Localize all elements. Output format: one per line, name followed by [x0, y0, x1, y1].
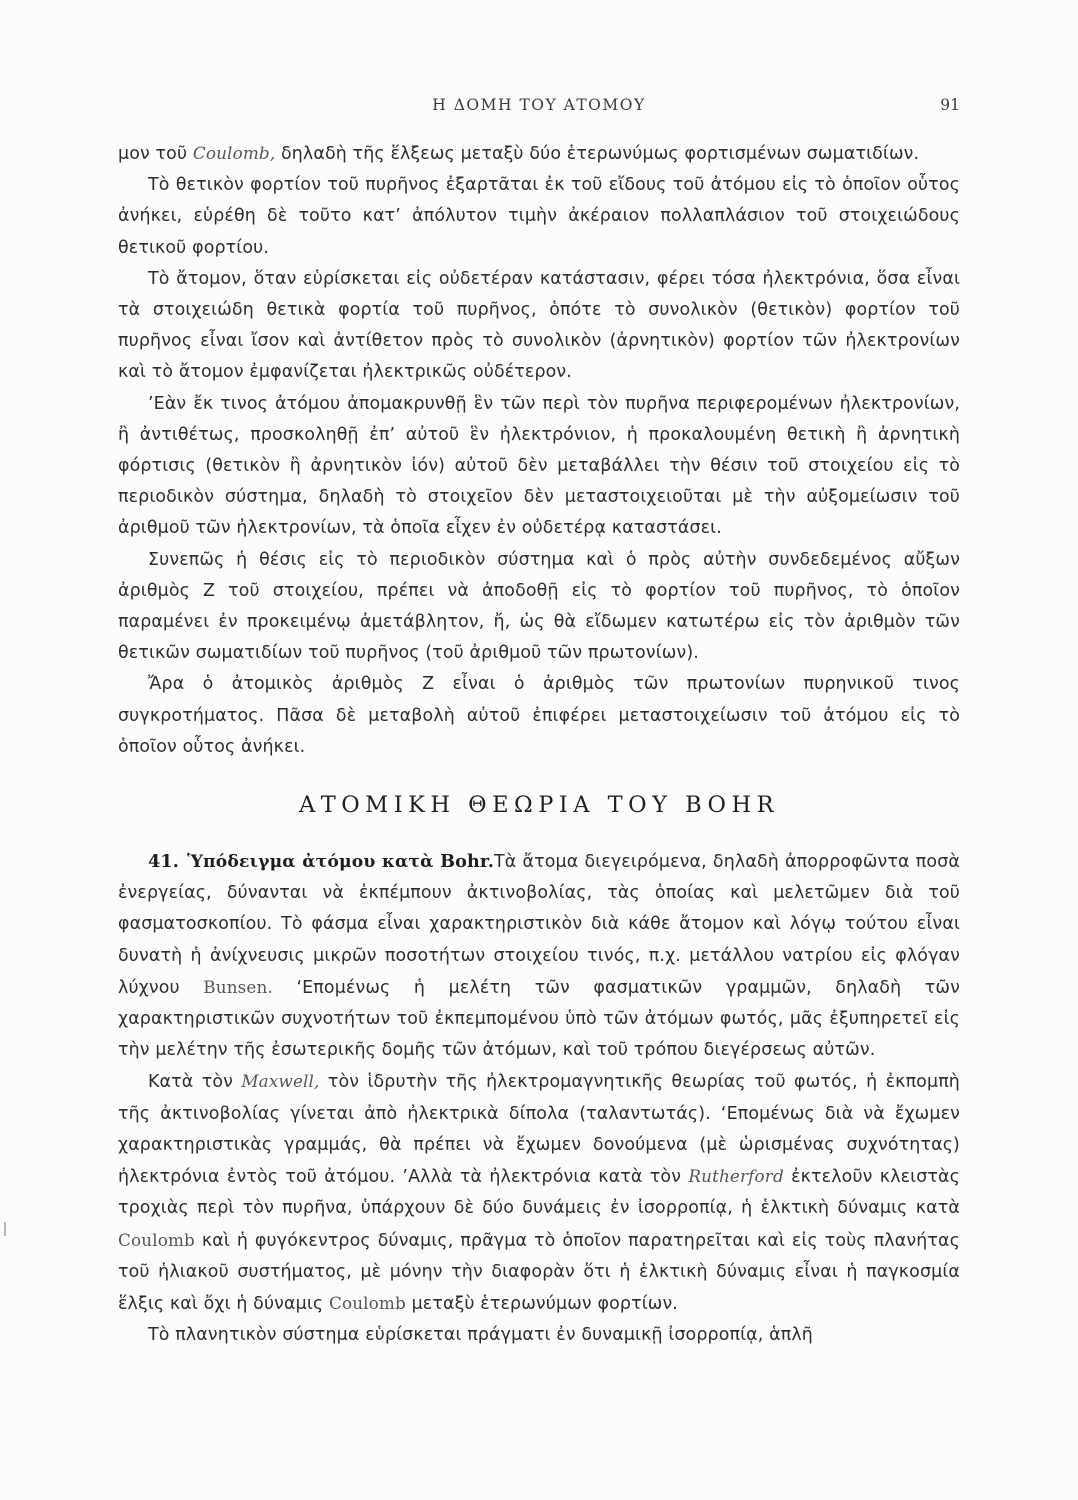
- p7-text-e: ἐκτελοῦν κλειστὰς τροχιὰς περὶ τὸν πυρῆνα, ὑπάρχουν δὲ δύο δυνάμεις ἐν ἰσορροπίᾳ, ἡ ἑλκτικὴ δύναμις κατὰ: [118, 1167, 960, 1219]
- paragraph-7: [118, 1066, 960, 1320]
- paragraph-3: Τὸ ἄτομον, ὅταν εὑρίσκεται εἰς οὐδετέραν κατάστασιν, φέρει τόσα ἠλεκτρόνια, ὅσα εἶναι τὰ στοιχειώδη θετικὰ φορτία τοῦ πυρῆνος, ὁπότε τὸ συνολικὸν (θετικὸν) φορτίον τοῦ πυρῆνος εἶναι ἴσον καὶ ἀντίθετον πρὸς τὸ συνολικὸν (ἀρνητικὸν) φορτίον τῶν ἠλεκτρονίων καὶ τὸ ἄτομον ἐμφανίζεται ἠλεκτρικῶς οὐδέτερον.: [118, 268, 960, 383]
- paragraph-2: Τὸ θετικὸν φορτίον τοῦ πυρῆνος ἐξαρτᾶται ἐκ τοῦ εἴδους τοῦ ἀτόμου εἰς τὸ ὁποῖον οὗτος ἀνήκει, εὑρέθη δὲ τοῦτο κατ’ ἀπόλυτον τιμὴν ἀκέραιον πολλαπλάσιον τοῦ στοιχειώδους θετικοῦ φορτίου.: [118, 175, 960, 258]
- p7-name-coulomb-2: Coulomb: [328, 1292, 406, 1313]
- scan-edge-mark: [4, 1222, 6, 1236]
- p7-name-coulomb-1: Coulomb: [118, 1229, 195, 1250]
- paragraph-4: ’Εὰν ἔκ τινος ἀτόμου ἀπομακρυνθῇ ἓν τῶν περὶ τὸν πυρῆνα περιφερομένων ἠλεκτρονίων, ἢ ἀντιθέτως, προσκοληθῇ ἐπ’ αὐτοῦ ἓν ἠλεκτρόνιον, ἡ προκαλουμένη θετικὴ ἢ ἀρνητικὴ φόρτισις (θετικὸν ἢ ἀρνητικὸν ἰόν) αὐτοῦ δὲν μεταβάλλει τὴν θέσιν τοῦ στοιχείου εἰς τὸ περιοδικὸν σύστημα, δηλαδὴ τὸ στοιχεῖον δὲν μεταστοιχειοῦται μὲ τὴν αὐξομείωσιν τοῦ ἀριθμοῦ τῶν ἠλεκτρονίων, τὰ ὁποῖα εἶχεν ἐν οὐδετέρᾳ καταστάσει.: [118, 393, 960, 539]
- p7-name-maxwell: Maxwell,: [241, 1071, 320, 1092]
- running-head: [118, 96, 960, 122]
- section-41-paragraph: [118, 846, 960, 1066]
- sec41-name-bunsen: Bunsen.: [203, 976, 273, 997]
- page-number: 91: [940, 96, 960, 114]
- sec41-text-2: ‘Επομένως ἡ μελέτη τῶν φασματικῶν γραμμῶν, δηλαδὴ τῶν χαρακτηριστικῶν συχνοτήτων τοῦ ἐκπεμπομένου ὑπὸ τῶν ἀτόμων φωτός, μᾶς ἐξυπηρετεῖ εἰς τὴν μελέτην τῆς ἐσωτερικῆς δομῆς τῶν ἀτόμων, καὶ τοῦ τρόπου διεγέρσεως αὐτῶν.: [118, 977, 960, 1061]
- p1-name-coulomb: Coulomb,: [192, 143, 276, 163]
- p7-text-a: Κατὰ τὸν: [148, 1072, 242, 1093]
- section-number: 41.: [148, 851, 180, 873]
- paragraph-8: Τὸ πλανητικὸν σύστημα εὑρίσκεται πράγματι ἐν δυναμικῇ ἰσορροπίᾳ, ἁπλῆ: [148, 1325, 813, 1346]
- p7-name-rutherford: Rutherford: [688, 1166, 784, 1187]
- running-title: Η ΔΟΜΗ ΤΟΥ ΑΤΟΜΟΥ: [432, 96, 646, 114]
- paragraph-5: Συνεπῶς ἡ θέσις εἰς τὸ περιοδικὸν σύστημα καὶ ὁ πρὸς αὐτὴν συνδεδεμένος αὔξων ἀριθμὸς Ζ τοῦ στοιχείου, πρέπει νὰ ἀποδοθῇ εἰς τὸ φορτίον τοῦ πυρῆνος, τὸ ὁποῖον παραμένει ἐν προκειμένῳ ἀμετάβλητον, ἤ, ὡς θὰ εἴδωμεν κατωτέρω εἰς τὸν ἀριθμὸν τῶν θετικῶν σωματιδίων τοῦ πυρῆνος (τοῦ ἀριθμοῦ τῶν πρωτονίων).: [118, 549, 960, 664]
- section-heading: Ὑπόδειγμα ἀτόμου κατὰ: [187, 852, 441, 873]
- p7-text-c: τὸν ἱδρυτὴν τῆς ἠλεκτρομαγνητικῆς θεωρίας τοῦ φωτός, ἡ ἐκπομπὴ τῆς ἀκτινοβολίας γίνεται ἀπὸ ἠλεκτρικὰ δίπολα (ταλαντωτάς). ‘Επομένως διὰ νὰ ἔχωμεν χαρακτηριστικὰς γραμμάς, θὰ πρέπει νὰ ἔχωμεν δονούμενα (μὲ ὡρισμένας συχνότητας) ἠλεκτρόνια ἐντὸς τοῦ ἀτόμου. ’Αλλὰ τὰ ἠλεκτρόνια κατὰ τὸν: [118, 1072, 960, 1188]
- p1-text-c: δηλαδὴ τῆς ἕλξεως μεταξὺ δύο ἑτερωνύμως φορτισμένων σωματιδίων.: [275, 144, 920, 164]
- sec41-text-1: Τὰ ἄτομα διεγειρόμενα, δηλαδὴ ἀπορροφῶντα ποσὰ ἐνεργείας, δύνανται νὰ ἐκπέμπουν ἀκτινοβολίας, τὰς ὁποίας καὶ μελετῶμεν διὰ τοῦ φασματοσκοπίου. Τὸ φάσμα εἶναι χαρακτηριστικὸν διὰ κάθε ἄτομον καὶ λόγῳ τούτου εἶναι δυνατὴ ἡ ἀνίχνευσις μικρῶν ποσοτήτων στοιχείου τινός, π.χ. μετάλλου νατρίου εἰς φλόγαν λύχνου: [118, 852, 960, 998]
- paragraph-1: [118, 138, 960, 170]
- paragraph-6: Ἄρα ὁ ἀτομικὸς ἀριθμὸς Ζ εἶναι ὁ ἀριθμὸς τῶν πρωτονίων πυρηνικοῦ τινος συγκροτήματος. Πᾶσα δὲ μεταβολὴ αὐτοῦ ἐπιφέρει μεταστοιχείωσιν τοῦ ἀτόμου εἰς τὸ ὁποῖον οὗτος ἀνήκει.: [118, 674, 960, 757]
- section-heading-bohr: Bohr.: [440, 851, 494, 873]
- body-text: [118, 138, 960, 1351]
- p7-text-i: μεταξὺ ἑτερωνύμων φορτίων.: [405, 1293, 678, 1314]
- p1-text-a: μον τοῦ: [118, 144, 193, 164]
- section-title: ΑΤΟΜΙΚΗ ΘΕΩΡΙΑ ΤΟΥ BOHR: [298, 792, 780, 819]
- p7-text-g: καὶ ἡ φυγόκεντρος δύναμις, πρᾶγμα τὸ ὁποῖον παρατηρεῖται καὶ εἰς τοὺς πλανήτας τοῦ ἡλιακοῦ συστήματος, μὲ μόνην τὴν διαφορὰν ὅτι ἡ ἑλκτικὴ δύναμις εἶναι ἡ παγκοσμία ἕλξις καὶ ὄχι ἡ δύναμις: [118, 1230, 960, 1314]
